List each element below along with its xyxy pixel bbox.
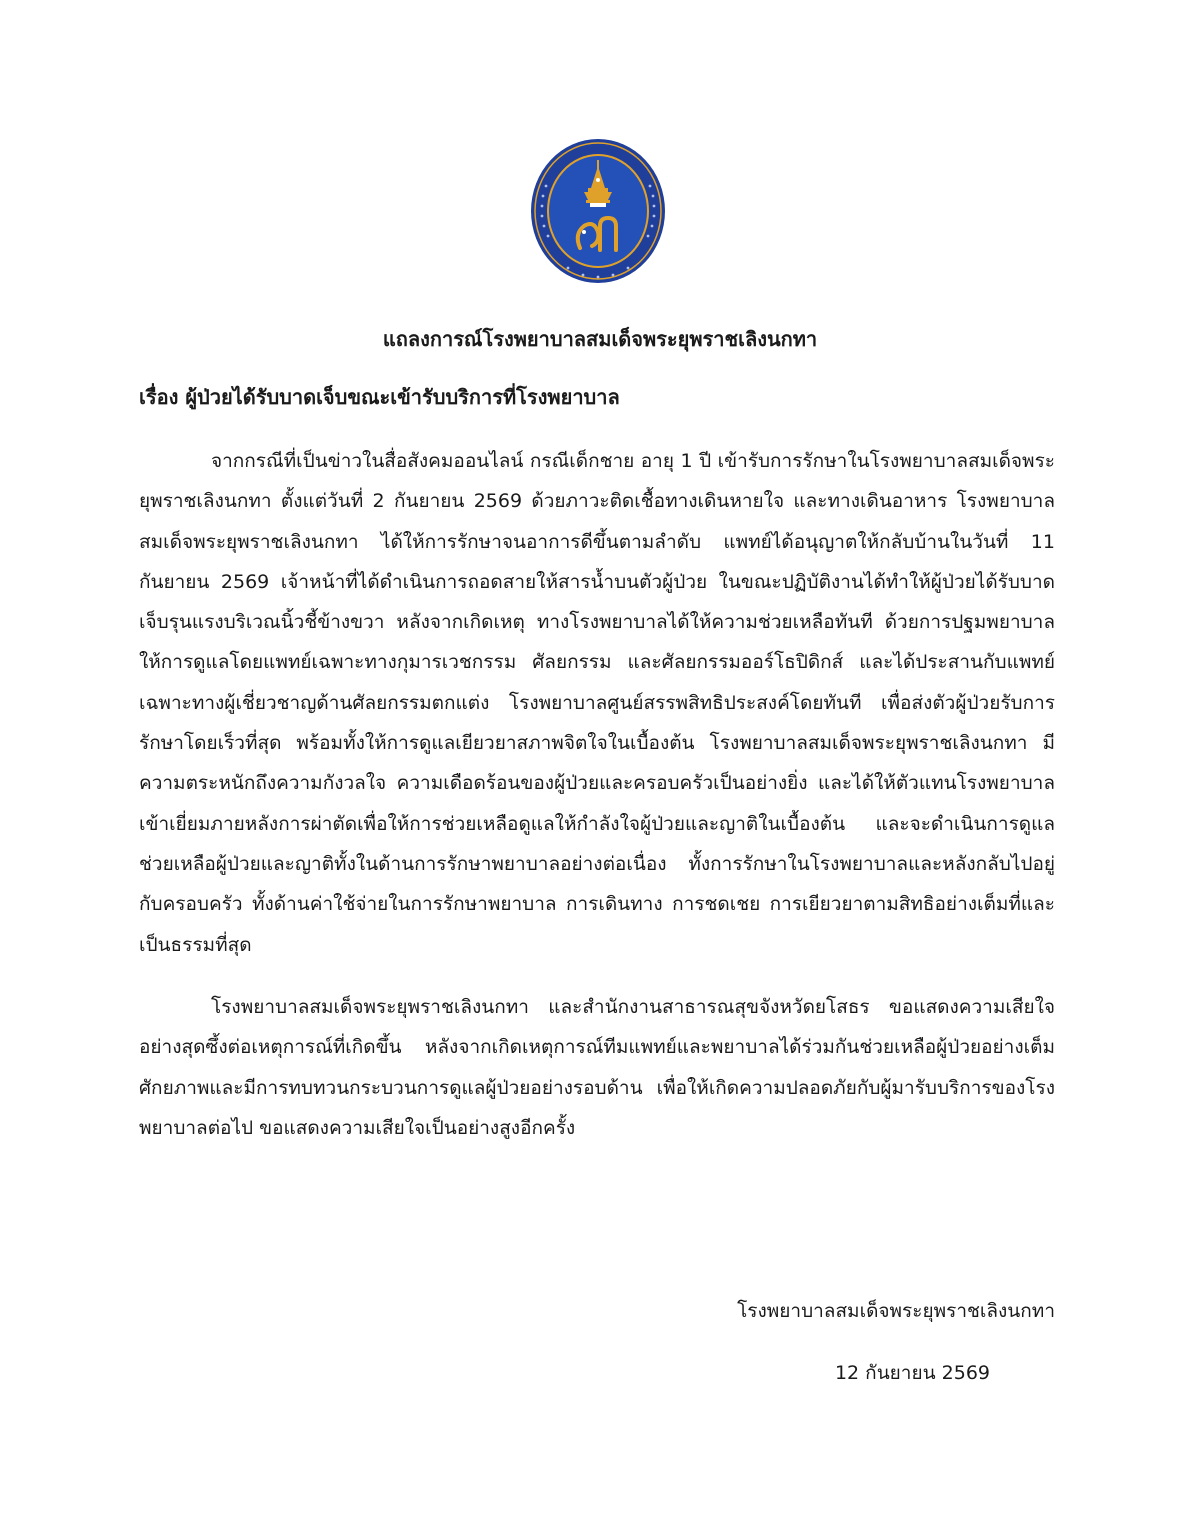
- statement-date: 12 กันยายน 2569: [834, 1362, 990, 1384]
- signature-organization: โรงพยาบาลสมเด็จพระยุพราชเลิงนกทา: [737, 1300, 1055, 1322]
- statement-subject: เรื่อง ผู้ป่วยได้รับบาดเจ็บขณะเข้ารับบริการที่โรงพยาบาล: [139, 385, 620, 409]
- statement-title: แถลงการณ์โรงพยาบาลสมเด็จพระยุพราชเลิงนกทา: [382, 327, 818, 351]
- hospital-royal-seal-icon: [528, 136, 668, 286]
- paragraph-apology: โรงพยาบาลสมเด็จพระยุพราชเลิงนกทา และสำนักงานสาธารณสุขจังหวัดยโสธร ขอแสดงความเสียใจอย่างสุดซึ้งต่อเหตุการณ์ที่เกิดขึ้น หลังจากเกิดเหตุการณ์ทีมแพทย์และพยาบาลได้ร่วมกันช่วยเหลือผู้ป่วยอย่างเต็มศักยภาพและมีการทบทวนกระบวนการดูแลผู้ป่วยอย่างรอบด้าน เพื่อให้เกิดความปลอดภัยกับผู้มารับบริการของโรงพยาบาลต่อไป ขอแสดงความเสียใจเป็นอย่างสูงอีกครั้ง: [139, 996, 1055, 1139]
- paragraph-incident-details: จากกรณีที่เป็นข่าวในสื่อสังคมออนไลน์ กรณีเด็กชาย อายุ 1 ปี เข้ารับการรักษาในโรงพยาบาลสมเด็จพระยุพราชเลิงนกทา ตั้งแต่วันที่ 2 กันยายน 2569 ด้วยภาวะติดเชื้อทางเดินหายใจ และทางเดินอาหาร โรงพยาบาลสมเด็จพระยุพราชเลิงนกทา ได้ให้การรักษาจนอาการดีขึ้นตามลำดับ แพทย์ได้อนุญาตให้กลับบ้านในวันที่ 11 กันยายน 2569 เจ้าหน้าที่ได้ดำเนินการถอดสายให้สารน้ำบนตัวผู้ป่วย ในขณะปฏิบัติงานได้ทำให้ผู้ป่วยได้รับบาดเจ็บรุนแรงบริเวณนิ้วชี้ข้างขวา หลังจากเกิดเหตุ ทางโรงพยาบาลได้ให้ความช่วยเหลือทันที ด้วยการปฐมพยาบาล ให้การดูแลโดยแพทย์เฉพาะทางกุมารเวชกรรม ศัลยกรรม และศัลยกรรมออร์โธปิดิกส์ และได้ประสานกับแพทย์เฉพาะทางผู้เชี่ยวชาญด้านศัลยกรรมตกแต่ง โรงพยาบาลศูนย์สรรพสิทธิประสงค์โดยทันที เพื่อส่งตัวผู้ป่วยรับการรักษาโดยเร็วที่สุด พร้อมทั้งให้การดูแลเยียวยาสภาพจิตใจในเบื้องต้น โรงพยาบาลสมเด็จพระยุพราชเลิงนกทา มีความตระหนักถึงความกังวลใจ ความเดือดร้อนของผู้ป่วยและครอบครัวเป็นอย่างยิ่ง และได้ให้ตัวแทนโรงพยาบาลเข้าเยี่ยมภายหลังการผ่าตัดเพื่อให้การช่วยเหลือดูแลให้กำลังใจผู้ป่วยและญาติในเบื้องต้น และจะดำเนินการดูแลช่วยเหลือผู้ป่วยและญาติทั้งในด้านการรักษาพยาบาลอย่างต่อเนื่อง ทั้งการรักษาในโรงพยาบาลและหลังกลับไปอยู่กับครอบครัว ทั้งด้านค่าใช้จ่ายในการรักษาพยาบาล การเดินทาง การชดเชย การเยียวยาตามสิทธิอย่างเต็มที่และเป็นธรรมที่สุด: [139, 450, 1055, 956]
